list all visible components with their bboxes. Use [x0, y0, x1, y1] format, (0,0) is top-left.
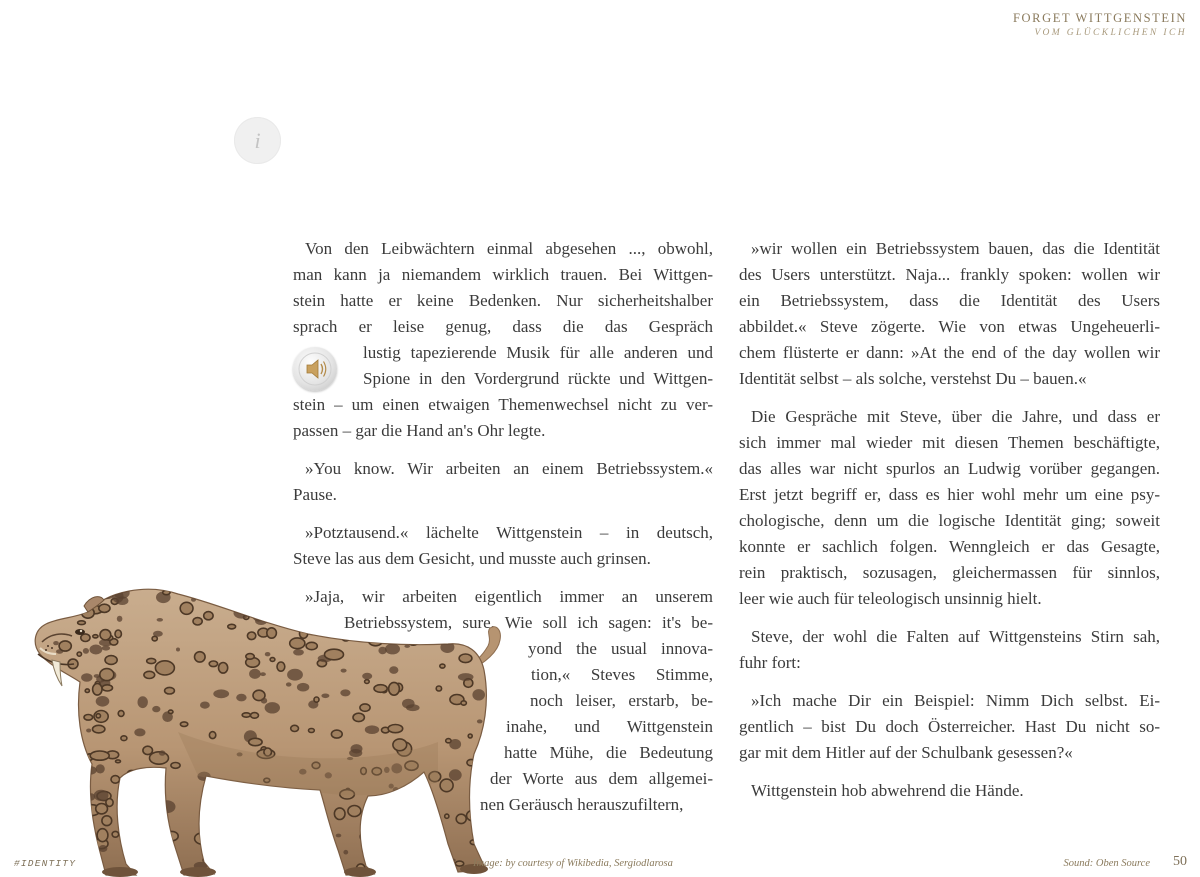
- paragraph: [739, 404, 1160, 612]
- fur-spot: [57, 761, 64, 765]
- fur-spot: [389, 682, 400, 695]
- fur-spot: [135, 788, 142, 792]
- text-line: des Users unterstützt. Naja... frankly spoken: wollen wir: [739, 265, 1160, 284]
- fur-spot: [117, 616, 123, 622]
- fur-spot: [102, 816, 112, 826]
- fur-spot: [195, 833, 210, 844]
- text-line: »Ich mache Dir ein Beispiel: Nimm Dich selbst. Ei-: [751, 691, 1160, 710]
- text-line: tion,« Steves Stimme,: [531, 665, 713, 684]
- text-line: Steve las aus dem Gesicht, und musste auch grinsen.: [293, 549, 651, 568]
- fur-spot: [47, 799, 56, 808]
- fur-spot: [387, 847, 392, 851]
- text-line: yond the usual innova-: [528, 639, 713, 658]
- fur-spot: [90, 751, 109, 760]
- fur-spot: [267, 628, 277, 638]
- speaker-button[interactable]: [293, 347, 337, 391]
- fur-spot: [94, 790, 109, 801]
- fur-spot: [260, 672, 266, 676]
- text-line: lustig tapezierende Musik für alle anderen und: [363, 343, 713, 362]
- fur-spot: [143, 746, 153, 754]
- fur-spot: [467, 759, 475, 765]
- fur-spot: [388, 608, 394, 611]
- fur-spot: [394, 844, 405, 852]
- fur-spot: [399, 805, 408, 809]
- fur-spot: [213, 689, 229, 698]
- fur-spot: [207, 793, 214, 802]
- fur-spot: [297, 683, 309, 692]
- fur-spot: [309, 590, 316, 594]
- speaker-icon: [293, 347, 337, 391]
- fur-spot: [147, 658, 156, 663]
- sound-credit: Sound: Oben Source: [1063, 858, 1150, 869]
- fur-spot: [93, 684, 102, 696]
- fur-spot: [252, 609, 264, 622]
- fur-spot: [155, 661, 174, 675]
- fur-spot: [461, 701, 466, 705]
- fur-spot: [476, 770, 488, 779]
- fur-spot: [96, 804, 108, 814]
- fur-spot: [302, 598, 310, 607]
- fur-spot: [330, 614, 337, 620]
- fur-spot: [343, 637, 349, 641]
- text-line: das alles war nicht spurlos an Ludwig vorüber gegangen.: [739, 459, 1160, 478]
- fur-spot: [340, 689, 350, 696]
- fur-spot: [412, 824, 422, 830]
- text-line: noch leiser, erstarb, be-: [530, 691, 713, 710]
- fur-spot: [254, 791, 261, 798]
- fur-spot: [252, 817, 265, 827]
- fur-spot: [81, 673, 92, 682]
- fur-spot: [54, 822, 62, 827]
- fur-spot: [353, 713, 364, 721]
- fur-spot: [176, 648, 180, 652]
- fur-spot: [470, 632, 478, 639]
- text-line: Erst jetzt begriff er, dass es hier wohl mehr um eine psy-: [739, 485, 1160, 504]
- fur-spot: [337, 609, 348, 618]
- fur-spot: [157, 618, 163, 622]
- fur-spot: [423, 816, 430, 820]
- fur-spot: [328, 853, 334, 857]
- fur-spot: [261, 698, 267, 704]
- text-line: »Potztausend.« lächelte Wittgenstein – in deutsch,: [305, 523, 713, 542]
- fur-spot: [385, 808, 392, 812]
- fur-spot: [249, 738, 262, 745]
- info-button[interactable]: [234, 117, 281, 164]
- fur-spot: [479, 592, 486, 597]
- fur-spot: [90, 645, 103, 655]
- paragraph: [293, 236, 713, 444]
- fur-spot: [263, 604, 269, 609]
- fur-spot: [152, 706, 160, 712]
- fur-spot: [468, 734, 472, 738]
- fur-spot: [347, 594, 362, 603]
- fur-spot: [134, 728, 145, 736]
- fur-spot: [341, 669, 347, 673]
- text-line: stein hatte er keine Bedenken. Nur sicherheitshalber: [293, 291, 713, 310]
- fur-spot: [440, 641, 454, 653]
- fur-spot: [100, 669, 114, 681]
- fur-spot: [290, 638, 305, 649]
- fur-spot: [99, 845, 108, 852]
- fur-spot: [477, 786, 489, 794]
- fur-spot: [267, 857, 272, 863]
- fur-spot: [480, 596, 491, 605]
- info-icon: i: [254, 127, 261, 153]
- text-line: Spione in den Vordergrund rückte und Wittgen-: [363, 369, 713, 388]
- fur-spot: [144, 671, 155, 678]
- fur-spot: [360, 704, 370, 711]
- fur-spot: [265, 702, 280, 713]
- fur-spot: [436, 686, 441, 691]
- fur-spot: [96, 696, 110, 707]
- fur-spot: [115, 630, 121, 638]
- fur-spot: [449, 769, 462, 780]
- fur-spot: [343, 850, 348, 855]
- fur-spot: [461, 589, 470, 597]
- fur-spot: [393, 739, 407, 751]
- fur-spot: [398, 626, 406, 632]
- fur-spot: [267, 840, 281, 852]
- text-line: Identität selbst – als solche, verstehst Du – bauen.«: [739, 369, 1087, 388]
- fur-spot: [276, 799, 289, 809]
- fur-spot: [67, 836, 80, 845]
- fur-spot: [477, 719, 483, 723]
- fur-spot: [424, 834, 437, 846]
- saber-toothed-cat-illustration: [28, 582, 518, 877]
- fur-spot: [389, 666, 398, 674]
- fur-spot: [303, 609, 312, 614]
- paragraph: [293, 520, 713, 572]
- text-line: inahe, und Wittgenstein: [506, 717, 713, 736]
- fur-spot: [411, 601, 420, 610]
- fur-spot: [147, 791, 160, 798]
- fur-spot: [228, 624, 236, 629]
- fur-spot: [318, 613, 327, 619]
- fur-spot: [251, 713, 259, 719]
- text-line: sich immer mal wieder mit diesen Themen beschäftigte,: [739, 433, 1160, 452]
- text-line: Steve, der wohl die Falten auf Wittgensteins Stirn sah,: [751, 627, 1160, 646]
- fur-spot: [334, 808, 345, 820]
- fur-spot: [257, 592, 264, 597]
- fur-spot: [215, 833, 231, 840]
- fur-spot: [325, 649, 344, 660]
- fur-spot: [248, 833, 253, 837]
- text-line: Pause.: [293, 485, 337, 504]
- book-header: [1013, 10, 1187, 39]
- fur-spot: [138, 696, 148, 708]
- fur-spot: [368, 635, 382, 646]
- fur-spot: [403, 862, 414, 875]
- text-line: Von den Leibwächtern einmal abgesehen ..., obwohl,: [305, 239, 713, 258]
- fur-spot: [389, 843, 400, 853]
- fur-spot: [327, 620, 334, 625]
- text-line: man kann ja niemandem wirklich trauen. Bei Wittgen-: [293, 265, 713, 284]
- text-column-right: [739, 236, 1160, 816]
- fur-spot: [293, 649, 304, 655]
- fur-spot: [121, 736, 127, 741]
- paragraph: [739, 624, 1160, 676]
- fur-spot: [43, 674, 54, 686]
- text-line: konnte er sachlich folgen. Wenngleich er das Gesagte,: [739, 537, 1160, 556]
- fur-spot: [94, 674, 100, 678]
- text-line: gar mit dem Hitler auf der Schulbank gesessen?«: [739, 743, 1073, 762]
- fur-spot: [348, 806, 361, 817]
- fur-spot: [227, 793, 235, 799]
- fur-spot: [93, 635, 98, 638]
- fur-spot: [362, 673, 372, 680]
- book-title[interactable]: FORGET WITTGENSTEIN: [1012, 11, 1187, 25]
- book-subtitle: VOM GLÜCKLICHEN ICH: [1034, 28, 1187, 38]
- fur-spot: [459, 654, 472, 663]
- fur-spot: [66, 725, 79, 735]
- fur-spot: [180, 602, 193, 614]
- fur-spot: [474, 640, 481, 643]
- fur-spot: [93, 725, 105, 733]
- fur-spot: [112, 831, 119, 837]
- fur-spot: [365, 725, 379, 734]
- fur-spot: [321, 694, 329, 699]
- fur-spot: [59, 641, 71, 651]
- fur-spot: [467, 810, 480, 821]
- fur-spot: [247, 632, 255, 640]
- fur-spot: [87, 844, 100, 857]
- fur-spot: [84, 766, 97, 775]
- fur-spot: [372, 807, 384, 816]
- text-line: Wittgenstein hob abwehrend die Hände.: [751, 781, 1024, 800]
- fur-spot: [394, 603, 408, 612]
- fur-spot: [180, 722, 187, 727]
- text-line: ein Betriebssystem, dass die Identität des Users: [739, 291, 1160, 310]
- fur-spot: [332, 610, 343, 616]
- fur-spot: [200, 702, 210, 709]
- fur-spot: [440, 664, 445, 668]
- fur-spot: [477, 795, 488, 806]
- fur-spot: [66, 692, 76, 698]
- fur-spot: [97, 829, 108, 842]
- fur-spot: [286, 682, 292, 686]
- fur-spot: [420, 599, 424, 603]
- paragraph: [293, 456, 713, 508]
- fur-spot: [265, 652, 271, 656]
- fur-spot: [80, 849, 87, 854]
- fur-spot: [57, 778, 76, 789]
- fur-spot: [159, 750, 166, 755]
- fur-spot: [146, 796, 154, 802]
- fur-spot: [204, 612, 213, 620]
- fur-spot: [245, 831, 254, 841]
- fur-spot: [78, 833, 88, 843]
- image-credit: Image: by courtesy of Wikibedia, Sergiodlarosa: [473, 858, 673, 869]
- fur-spot: [209, 732, 215, 739]
- fur-spot: [214, 853, 221, 856]
- fur-spot: [96, 764, 105, 773]
- fur-spot: [446, 619, 455, 631]
- fur-spot: [255, 807, 263, 814]
- fur-spot: [300, 803, 315, 811]
- fur-spot: [64, 717, 74, 726]
- fur-spot: [381, 595, 388, 603]
- fur-spot: [277, 662, 285, 671]
- fur-spot: [209, 661, 217, 667]
- fur-spot: [378, 607, 384, 614]
- text-line: Die Gespräche mit Steve, über die Jahre, und dass er: [751, 407, 1160, 426]
- fur-spot: [450, 601, 463, 611]
- fur-spot: [81, 634, 90, 642]
- fur-spot: [260, 827, 277, 840]
- fur-spot: [60, 605, 77, 616]
- fur-spot: [77, 652, 81, 656]
- fur-spot: [171, 763, 180, 769]
- fur-spot: [102, 685, 112, 691]
- text-line: fuhr fort:: [739, 653, 801, 672]
- fur-spot: [165, 687, 175, 694]
- fur-spot: [86, 729, 91, 733]
- fur-spot: [219, 663, 228, 674]
- fur-spot: [259, 812, 267, 817]
- fur-spot: [111, 776, 120, 784]
- fur-spot: [116, 760, 121, 763]
- fur-spot: [408, 866, 414, 870]
- fur-spot: [397, 627, 404, 632]
- fur-spot: [126, 827, 135, 837]
- fur-spot: [153, 631, 163, 637]
- fur-spot: [349, 749, 362, 757]
- fur-spot: [249, 669, 261, 679]
- fur-spot: [331, 730, 342, 738]
- text-line: rein praktisch, sozusagen, gleichermassen für sinnlos,: [739, 563, 1160, 582]
- fur-spot: [84, 857, 96, 867]
- fur-spot: [388, 725, 403, 733]
- fur-spot: [78, 621, 86, 625]
- fur-spot: [195, 652, 206, 662]
- fur-spot: [391, 802, 405, 814]
- fur-spot: [212, 817, 218, 821]
- fur-spot: [234, 608, 250, 619]
- fur-spot: [250, 850, 259, 862]
- fur-spot: [215, 781, 221, 786]
- fur-spot: [84, 715, 93, 721]
- fur-spot: [306, 642, 317, 649]
- fur-spot: [102, 646, 110, 651]
- paragraph: [739, 236, 1160, 392]
- fur-spot: [50, 809, 60, 814]
- fur-spot: [296, 847, 301, 850]
- fur-spot: [236, 694, 246, 702]
- fur-spot: [246, 654, 254, 660]
- fur-spot: [473, 830, 477, 833]
- fur-spot: [458, 673, 474, 681]
- fur-spot: [450, 858, 456, 861]
- fur-spot: [252, 788, 267, 798]
- fur-spot: [83, 648, 89, 654]
- fur-spot: [270, 658, 275, 662]
- fur-spot: [118, 711, 124, 717]
- text-line: stein – um einen etwaigen Themenwechsel nicht zu ver-: [293, 395, 713, 414]
- fur-spot: [440, 779, 453, 792]
- text-line: leer wie auch für teleologisch unsinnig hielt.: [739, 589, 1042, 608]
- fur-spot: [96, 714, 100, 718]
- fur-spot: [449, 739, 461, 749]
- text-line: Betriebssystem, sure. Wie soll ich sagen: it's be-: [344, 613, 713, 632]
- text-line: hatte Mühe, die Bedeutung: [504, 743, 713, 762]
- text-line: sprach er leise genug, dass die das Gespräch: [293, 317, 713, 336]
- text-line: chem flüsterte er dann: »At the end of the day wollen wir: [739, 343, 1160, 362]
- text-line: »You know. Wir arbeiten an einem Betriebssystem.«: [305, 459, 713, 478]
- fur-spot: [404, 645, 410, 648]
- text-line: »Jaja, wir arbeiten eigentlich immer an unserem: [305, 587, 713, 606]
- fur-spot: [336, 834, 342, 838]
- text-line: gentlich – bist Du doch Österreicher. Hast Du nicht so-: [739, 717, 1160, 736]
- fur-spot: [291, 725, 299, 731]
- fur-spot: [413, 856, 422, 861]
- fur-spot: [43, 726, 53, 732]
- fur-spot: [402, 699, 415, 709]
- fur-spot: [472, 689, 485, 700]
- paragraph: [739, 778, 1160, 804]
- fur-spot: [314, 697, 319, 702]
- fur-spot: [53, 641, 59, 645]
- fur-spot: [344, 624, 360, 634]
- text-line: passen – gar die Hand an's Ohr legte.: [293, 421, 546, 440]
- fur-spot: [58, 597, 72, 607]
- fur-spot: [99, 604, 110, 612]
- fur-spot: [46, 755, 56, 764]
- fur-spot: [100, 630, 111, 640]
- fur-spot: [287, 669, 303, 681]
- text-line: chologische, denn um die logische Identität ging; soweit: [739, 511, 1160, 530]
- text-line: abbildet.« Steve zögerte. Wie von etwas Ungeheuerli-: [739, 317, 1160, 336]
- fur-spot: [309, 729, 315, 733]
- fur-spot: [242, 713, 250, 717]
- fur-spot: [246, 847, 255, 856]
- page-number: 50: [1173, 854, 1187, 869]
- fur-spot: [85, 689, 89, 693]
- fur-spot: [375, 848, 384, 853]
- fur-spot: [62, 769, 66, 773]
- fur-spot: [193, 618, 202, 625]
- fur-spot: [152, 636, 157, 641]
- fur-spot: [385, 644, 400, 655]
- fur-spot: [168, 710, 173, 713]
- fur-spot: [105, 656, 117, 665]
- fur-spot: [118, 810, 128, 819]
- fur-spot: [53, 685, 61, 689]
- fur-spot: [445, 814, 449, 818]
- fur-spot: [359, 833, 367, 841]
- fur-spot: [309, 844, 321, 855]
- fur-spot: [433, 854, 443, 860]
- fur-spot: [47, 730, 53, 737]
- fur-spot: [90, 834, 96, 839]
- fur-spot: [456, 814, 466, 823]
- text-line: nen Geräusch herauszufiltern,: [480, 795, 684, 814]
- fur-spot: [365, 680, 370, 684]
- footer-tag: #IDENTITY: [14, 858, 77, 869]
- fur-spot: [243, 857, 257, 869]
- fur-spot: [203, 821, 215, 827]
- paragraph: [739, 688, 1160, 766]
- fur-spot: [374, 685, 387, 693]
- fur-spot: [470, 611, 483, 619]
- text-line: »wir wollen ein Betriebssystem bauen, das die Identität: [751, 239, 1160, 258]
- fur-spot: [440, 619, 448, 624]
- text-line: der Worte aus dem allgemei-: [490, 769, 713, 788]
- fur-spot: [47, 687, 55, 698]
- fur-spot: [121, 791, 126, 795]
- fur-spot: [455, 861, 463, 866]
